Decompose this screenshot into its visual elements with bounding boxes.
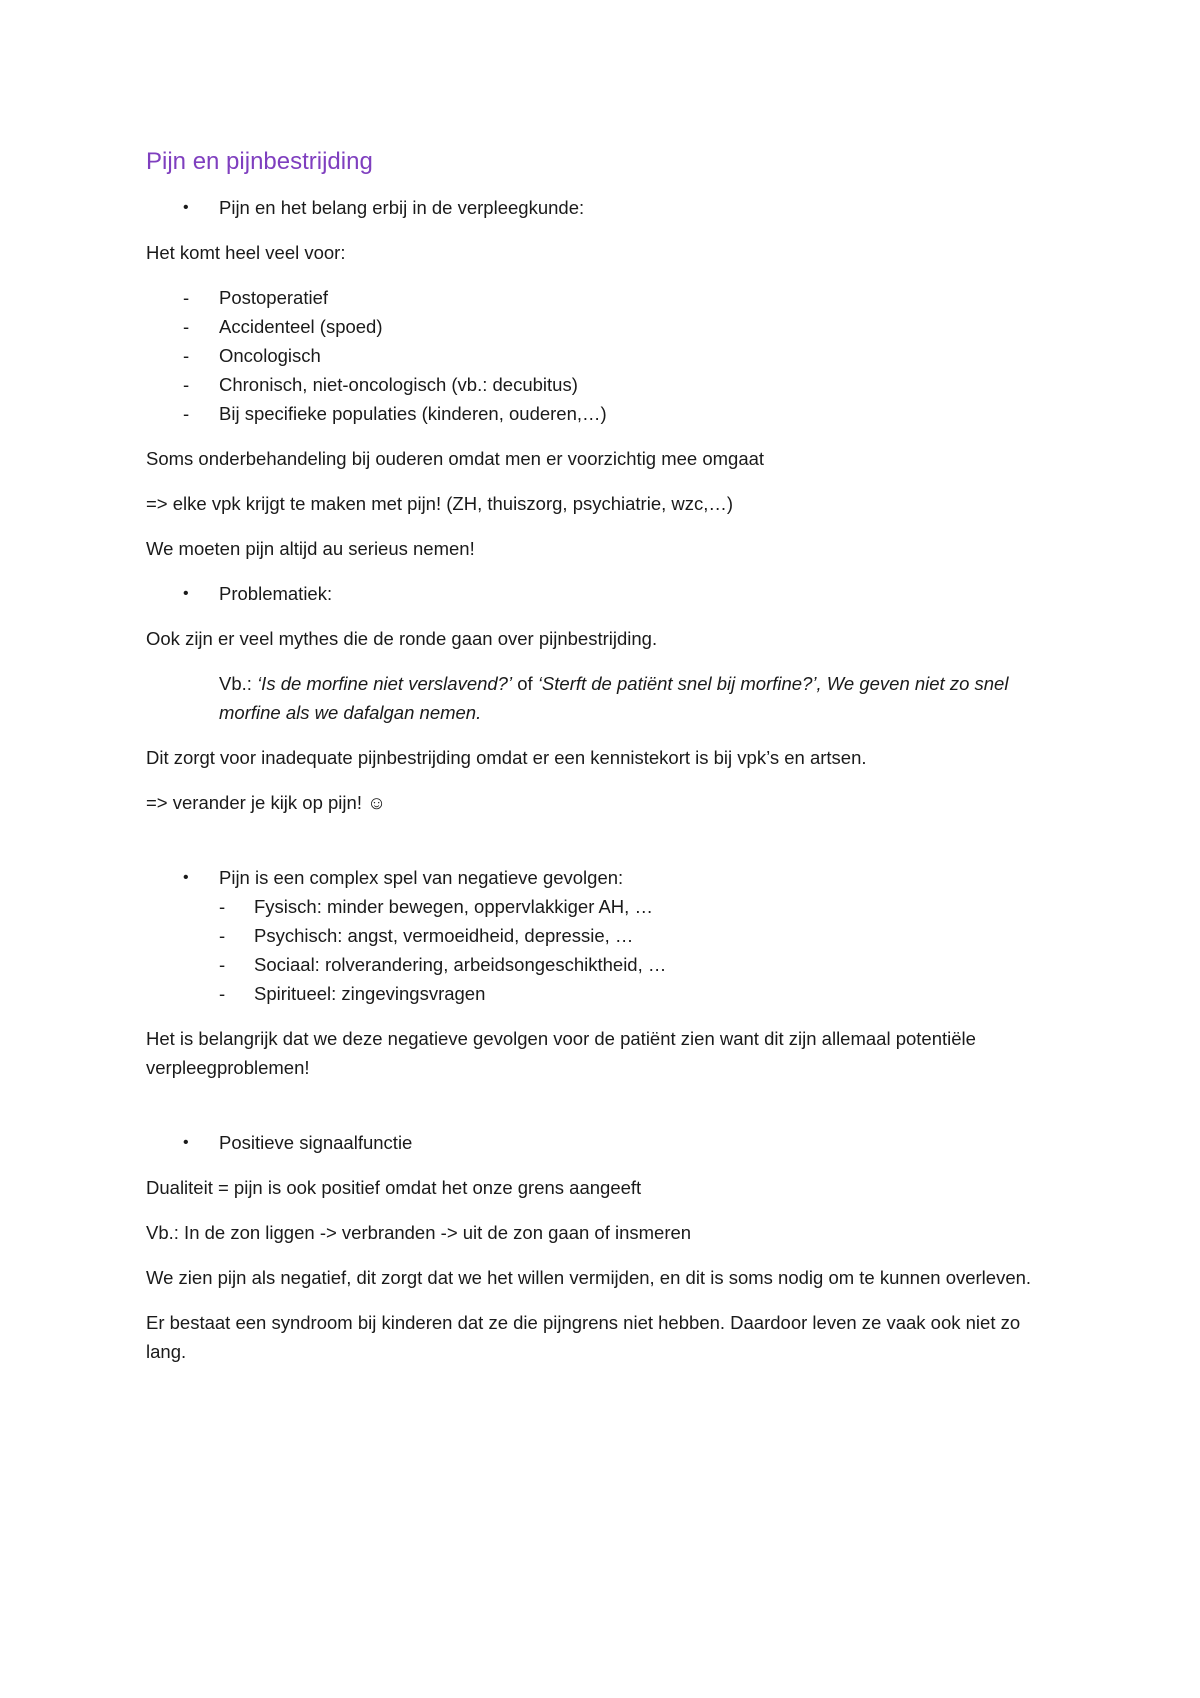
example-connector: of (512, 673, 538, 694)
list-item-text: Chronisch, niet-oncologisch (vb.: decubitus) (219, 374, 578, 395)
document-body (146, 145, 1056, 1382)
list-item-text: Accidenteel (spoed) (219, 316, 383, 337)
list-item (146, 399, 1056, 428)
list-item (146, 892, 1056, 921)
list-item-text: Spiritueel: zingevingsvragen (254, 983, 486, 1004)
dash-icon: - (219, 954, 226, 975)
list-item (146, 312, 1056, 341)
dash-icon: - (183, 345, 190, 366)
paragraph: Soms onderbehandeling bij ouderen omdat men er voorzichtig mee omgaat (146, 448, 765, 469)
paragraph: We moeten pijn altijd au serieus nemen! (146, 538, 475, 559)
paragraph: => elke vpk krijgt te maken met pijn! (ZH, thuiszorg, psychiatrie, wzc,…) (146, 493, 734, 514)
list-item-text: Oncologisch (219, 345, 321, 366)
list-item-text: Fysisch: minder bewegen, oppervlakkiger AH, … (254, 896, 653, 917)
bullet-item (146, 1128, 1056, 1157)
dash-icon: - (183, 403, 190, 424)
paragraph: Dit zorgt voor inadequate pijnbestrijding omdat er een kennistekort is bij vpk’s en artsen. (146, 747, 867, 768)
bullet-item (146, 579, 1056, 608)
list-item (146, 921, 1056, 950)
paragraph: Dualiteit = pijn is ook positief omdat het onze grens aangeeft (146, 1177, 642, 1198)
bullet-icon: • (183, 1134, 189, 1151)
bullet-text: Pijn is een complex spel van negatieve gevolgen: (219, 867, 624, 888)
dash-icon: - (183, 316, 190, 337)
paragraph: => verander je kijk op pijn! ☺ (146, 792, 386, 813)
paragraph: We zien pijn als negatief, dit zorgt dat we het willen vermijden, en dit is soms nodig om te kunnen overleven. (146, 1267, 1032, 1288)
bullet-icon: • (183, 199, 189, 216)
paragraph: Het komt heel veel voor: (146, 242, 346, 263)
paragraph: Ook zijn er veel mythes die de ronde gaan over pijnbestrijding. (146, 628, 658, 649)
bullet-text: Problematiek: (219, 583, 333, 604)
dash-icon: - (219, 983, 226, 1004)
spacer (146, 833, 1056, 863)
list-item-text: Psychisch: angst, vermoeidheid, depressie, … (254, 925, 634, 946)
dash-list (146, 283, 1056, 428)
paragraph: Vb.: In de zon liggen -> verbranden -> uit de zon gaan of insmeren (146, 1222, 692, 1243)
dash-icon: - (219, 896, 226, 917)
list-item-text: Bij specifieke populaties (kinderen, ouderen,…) (219, 403, 607, 424)
bullet-item (146, 863, 1056, 892)
bullet-icon: • (183, 869, 189, 886)
dash-icon: - (183, 374, 190, 395)
list-item (146, 950, 1056, 979)
example-block (146, 669, 1056, 727)
list-item-text: Postoperatief (219, 287, 329, 308)
list-item (146, 283, 1056, 312)
dash-icon: - (219, 925, 226, 946)
list-item (146, 370, 1056, 399)
list-item-text: Sociaal: rolverandering, arbeidsongeschiktheid, … (254, 954, 667, 975)
dash-list (146, 892, 1056, 1008)
example-prefix: Vb.: (219, 673, 258, 694)
list-item (146, 341, 1056, 370)
bullet-text: Pijn en het belang erbij in de verpleegkunde: (219, 197, 585, 218)
paragraph: Er bestaat een syndroom bij kinderen dat ze die pijngrens niet hebben. Daardoor leven ze vaak ook niet zo lang. (146, 1312, 1021, 1362)
spacer (146, 1098, 1056, 1128)
paragraph: Het is belangrijk dat we deze negatieve gevolgen voor de patiënt zien want dit zijn allemaal potentiële verpleegproblemen! (146, 1028, 976, 1078)
bullet-text: Positieve signaalfunctie (219, 1132, 413, 1153)
dash-icon: - (183, 287, 190, 308)
example-quote: ‘Is de morfine niet verslavend?’ (257, 673, 513, 694)
example-quote: ‘Sterft de patiënt snel bij morfine?’, We geven niet zo snel morfine als we dafalgan nemen. (219, 673, 1009, 723)
page-title: Pijn en pijnbestrijding (146, 148, 373, 175)
bullet-icon: • (183, 585, 189, 602)
list-item (146, 979, 1056, 1008)
bullet-item (146, 193, 1056, 222)
